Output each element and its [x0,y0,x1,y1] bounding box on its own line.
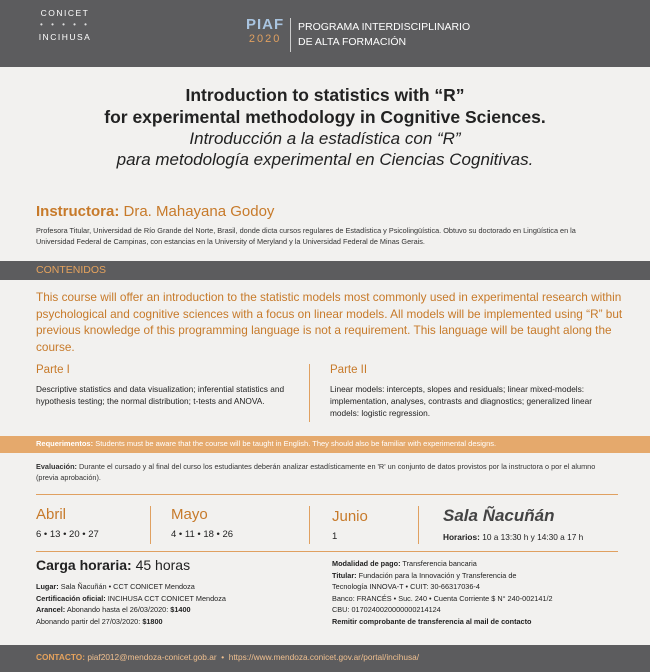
month-mayo: Mayo [171,506,208,523]
requirements-band [0,436,650,453]
part1-title: Parte I [36,364,70,376]
pago-line [332,558,622,570]
contact-separator: • [216,652,229,662]
titular-line-2: Tecnología INNOVA-T • CUIT: 30-66317036-4 [332,582,480,591]
contact-url[interactable]: https://www.mendoza.conicet.gov.ar/portal/incihusa/ [228,652,420,662]
logo-top-text: CONICET [40,8,90,18]
title-en-line-2: for experimental methodology in Cognitive Sciences. [104,107,546,127]
cbu-line: CBU: 0170240020000000214124 [332,605,441,614]
evaluation-label: Evaluación: [36,462,77,471]
contents-heading: CONTENIDOS [36,264,107,276]
requirements-text [36,439,496,448]
course-description: This course will offer an introduction to the statistic models most commonly used in experimental research within psychological and cognitive sciences with a focus on linear models. All models will be implemented using “R” but previous knowledge of this programming language is not a requirement. This language will be taught along the course. [36,290,623,354]
carga-horaria [36,557,190,573]
schedule-top-rule [36,494,618,495]
piaf-year: 2020 [248,33,282,45]
cert-value: INCIHUSA CCT CONICET Mendoza [107,593,226,603]
month-abril: Abril [36,506,67,523]
banco-line: Banco: FRANCÉS • Suc. 240 • Cuenta Corriente $ N° 240-002141/2 [332,593,553,603]
part2-body: Linear models: intercepts, slopes and residuals; linear mixed-models: implementation, analyses, contrasts and diagnostics; generalized linear models: logistic regression. [330,384,592,418]
cert-label: Certificación oficial: [36,593,106,603]
titular-line [332,570,622,582]
program-name [298,20,470,50]
part1-body: Descriptive statistics and data visualization; inferential statistics and hypothesis testing; the normal distribution; t-tests and ANOVA. [36,384,285,406]
program-line-2: DE ALTA FORMACIÓN [298,36,407,48]
junio-days: 1 [332,531,338,542]
title-en-line-1: Introduction to statistics with “R” [185,85,465,105]
abril-days: 6 • 13 • 20 • 27 [36,529,99,540]
details-left [36,581,306,627]
schedule-divider-1 [150,506,151,544]
arancel-amount: $1400 [170,605,191,614]
requirements-body: Students must be aware that the course will be taught in English. They should also be familiar with experimental designs. [95,439,497,448]
schedule-divider-2 [309,506,310,544]
pago-label: Modalidad de pago: [332,559,401,568]
program-line-1: PROGRAMA INTERDISCIPLINARIO [298,21,471,33]
mayo-days: 4 • 11 • 18 • 26 [171,529,234,540]
course-title [0,84,650,170]
instructor-heading [36,203,274,220]
contact-line [36,652,419,662]
header-divider [290,18,291,52]
arancel-label: Arancel: [36,605,66,614]
month-junio: Junio [332,508,368,525]
instructor-bio: Profesora Titular, Universidad de Río Grande del Norte, Brasil, donde dicta cursos regulares de Estadística y Psicolingüística. Obtuvo su doctorado en Lingüística en la Universidad Federal de Campinas, con estancias en la University of Meryland y la Universidad Federal de Minas Gerais. [36,226,576,246]
piaf-logo [246,18,284,46]
footer-band [0,645,650,672]
carga-value: 45 horas [135,557,191,573]
header-band [0,0,650,67]
instructor-label: Instructora: [36,203,120,220]
cert-line [36,593,306,605]
instructor-name: Dra. Mahayana Godoy [123,203,275,220]
hours-label: Horarios: [443,532,480,542]
requirements-label: Requerimentos: [36,439,94,448]
parts-divider [309,364,310,422]
details-right [332,558,622,627]
evaluation [36,461,616,483]
title-es-line-1: Introducción a la estadística con “R” [189,129,461,148]
schedule-divider-3 [418,506,419,544]
contact-email[interactable]: piaf2012@mendoza-conicet.gob.ar [87,652,217,662]
contact-label: CONTACTO: [36,652,86,662]
remitir-line: Remitir comprobante de transferencia al mail de contacto [332,616,532,626]
arancel-value: Abonando hasta el 26/03/2020: [66,605,169,614]
title-es-line-2: para metodología experimental en Ciencias Cognitivas. [116,150,534,169]
schedule-hours [443,532,583,542]
schedule-bottom-rule [36,551,618,552]
part2-title: Parte II [330,364,368,376]
venue-name: Sala Ñacuñán [443,506,555,525]
contents-band [0,261,650,280]
lugar-label: Lugar: [36,582,59,591]
evaluation-body: Durante el cursado y al final del curso los estudiantes deberán analizar estadísticamente en 'R' un conjunto de datos provistos por la instructora o por el alumno (previa aprobación). [36,462,596,482]
lugar-value: Sala Ñacuñán • CCT CONICET Mendoza [60,582,195,591]
logo-dots: • • • • • [40,20,90,29]
piaf-text: PIAF [246,16,285,33]
arancel-line [36,604,306,616]
conicet-logo [30,8,100,42]
titular-value: Fundación para la Innovación y Transferencia de [358,570,517,580]
logo-bottom-text: INCIHUSA [38,32,92,42]
lugar-line [36,581,306,593]
arancel2-amount: $1800 [142,616,163,626]
titular-label: Titular: [332,570,357,580]
carga-label: Carga horaria: [36,557,132,573]
hours-value: 10 a 13:30 h y 14:30 a 17 h [482,532,584,542]
arancel2-value: Abonando partir del 27/03/2020: [36,616,141,626]
pago-value: Transferencia bancaria [402,559,477,568]
arancel2-line [36,616,306,628]
